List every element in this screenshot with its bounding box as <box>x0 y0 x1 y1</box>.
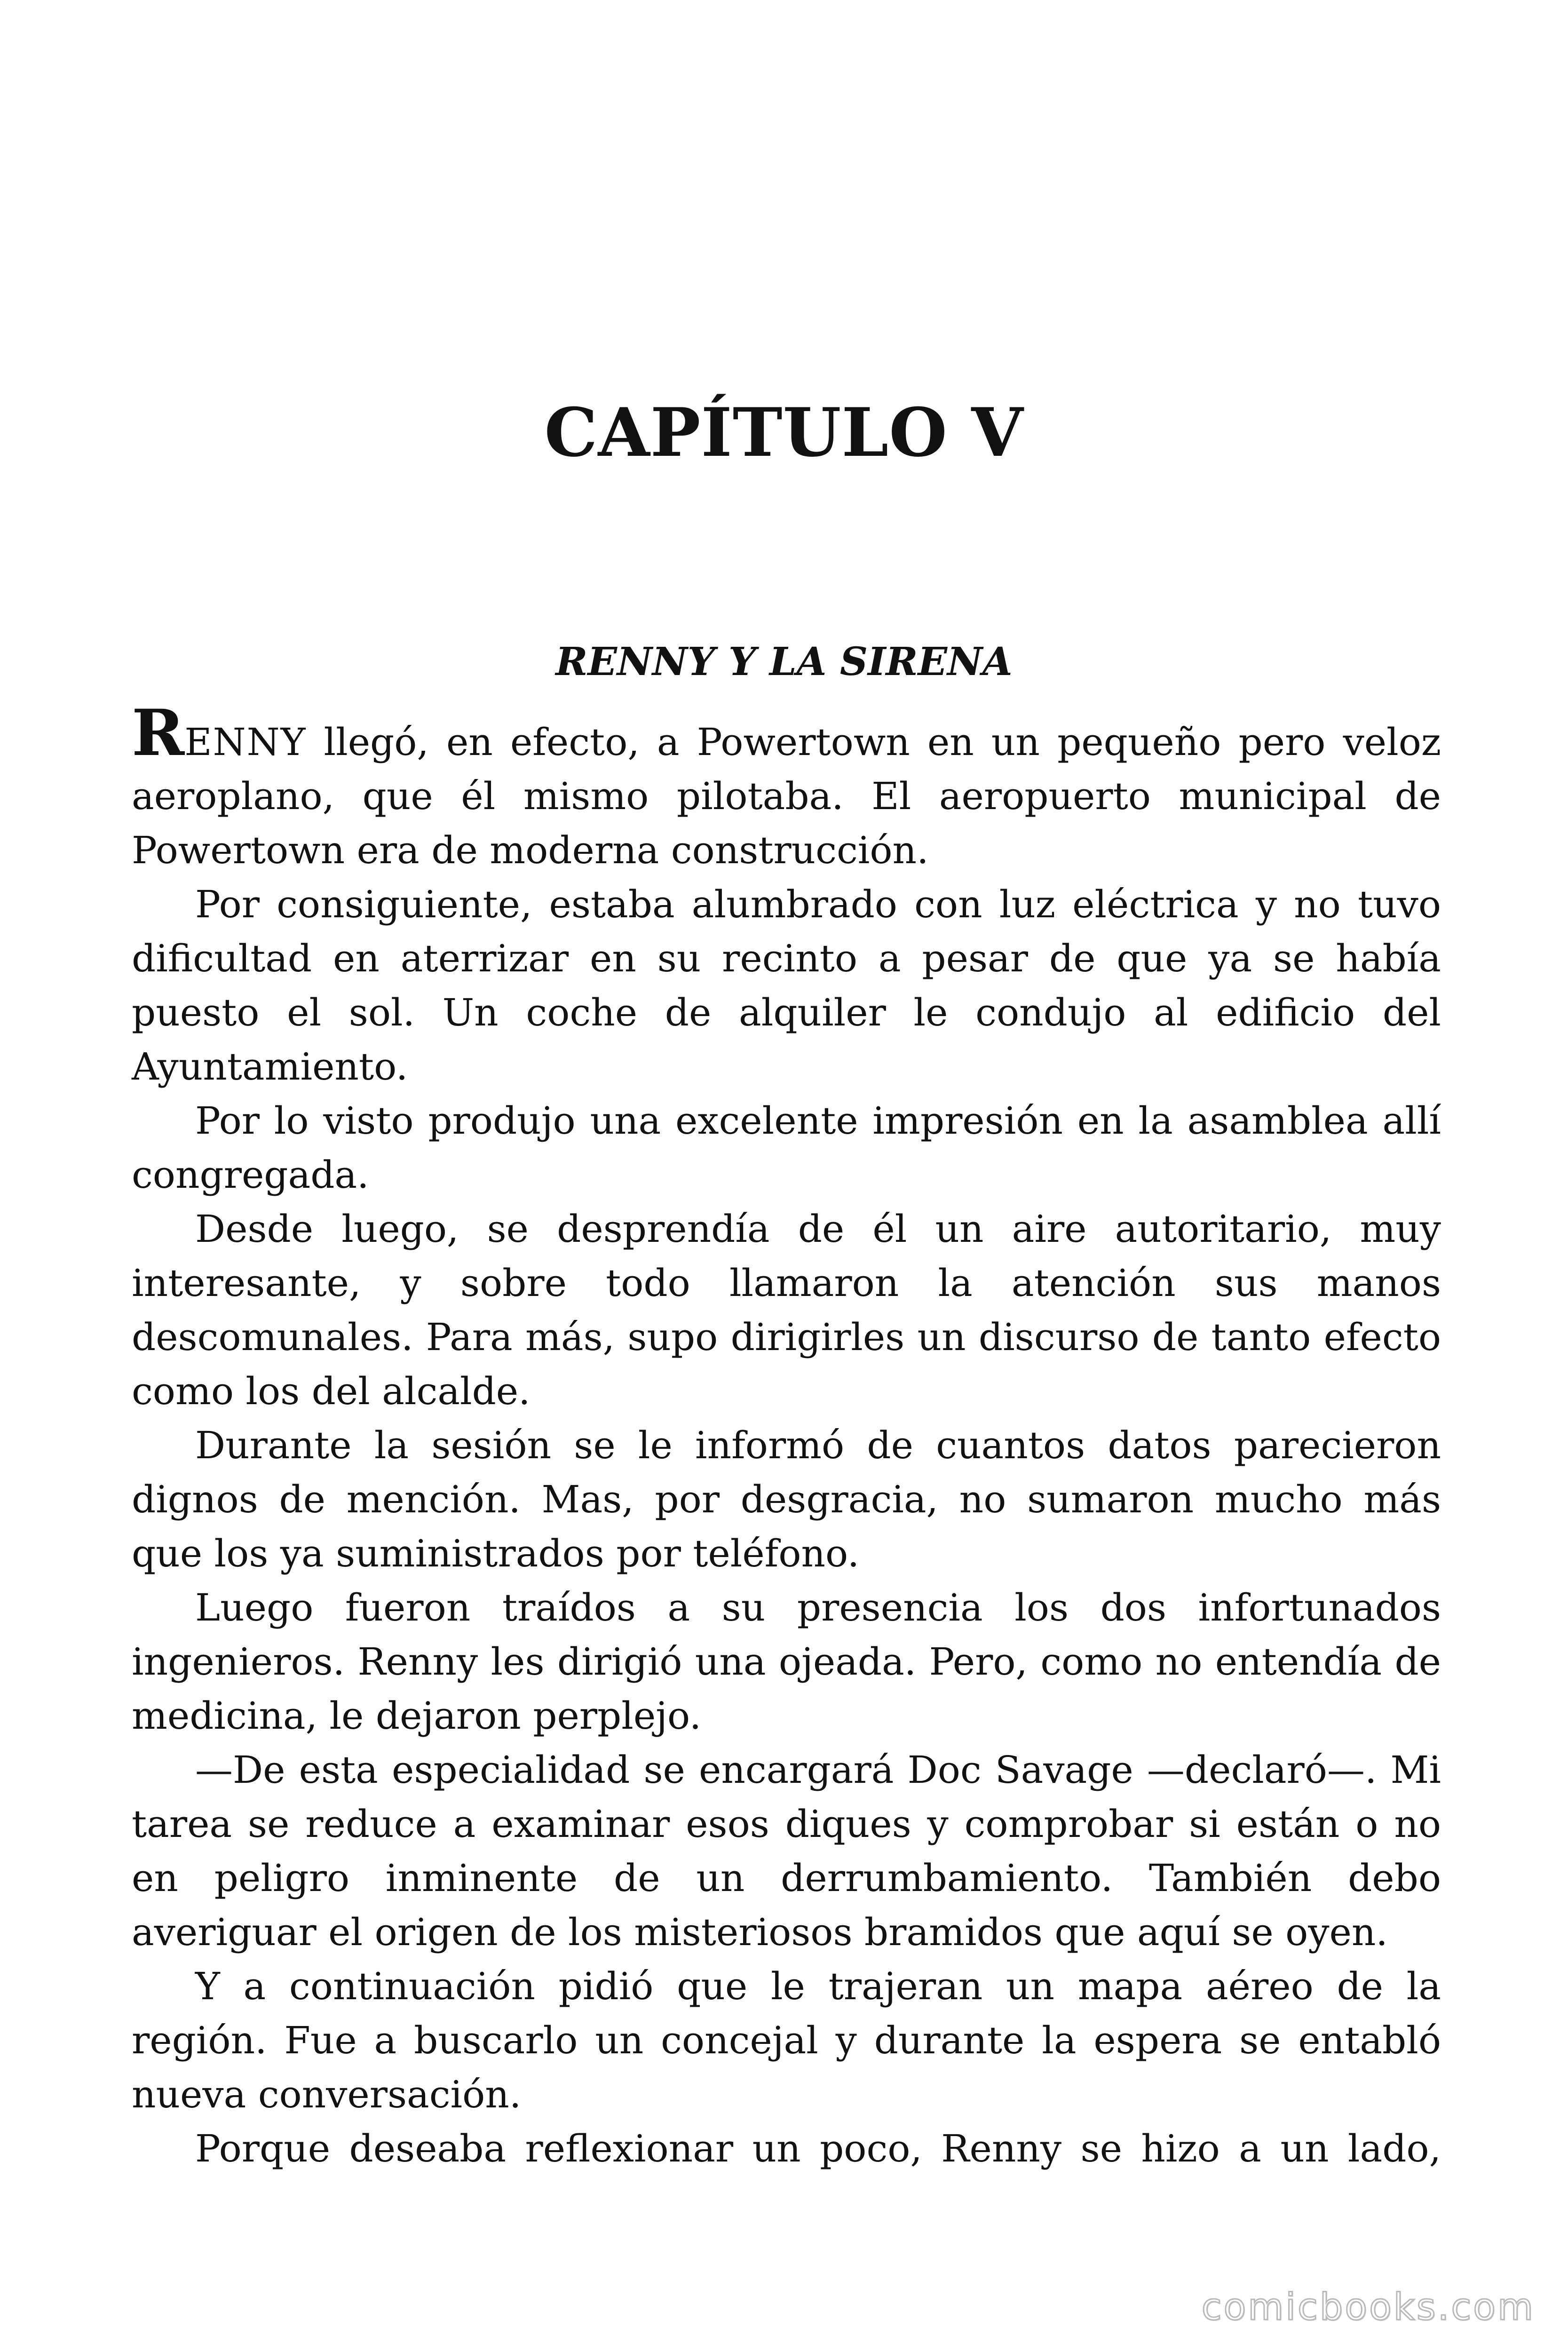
chapter-body <box>132 695 1441 2176</box>
paragraph-7: —De esta especialidad se encargará Doc Savage —declaró—. Mi tarea se reduce a examinar esos diques y comprobar si están o no en peligro inminente de un derrumbamiento. También debo averiguar el origen de los misteriosos bramidos que aquí se oyen. <box>132 1748 1441 1954</box>
paragraph-9: Porque deseaba reflexionar un poco, Renny se hizo a un lado, <box>195 2127 1441 2170</box>
paragraph-4: Desde luego, se desprendía de él un aire autoritario, muy interesante, y sobre todo llamaron la atención sus manos descomunales. Para más, supo dirigirles un discurso de tanto efecto como los del alcalde. <box>132 1207 1441 1413</box>
chapter-title: CAPÍTULO V <box>544 394 1024 472</box>
paragraph-8: Y a continuación pidió que le trajeran un mapa aéreo de la región. Fue a buscarlo un concejal y durante la espera se entabló nueva conversación. <box>132 1964 1441 2116</box>
paragraph-1 <box>132 695 1441 877</box>
paragraph-6: Luego fueron traídos a su presencia los dos infortunados ingenieros. Renny les dirigió una ojeada. Pero, como no entendía de medicina, le dejaron perplejo. <box>132 1586 1441 1738</box>
chapter-subtitle: RENNY Y LA SIRENA <box>555 639 1013 684</box>
paragraph-3: Por lo visto produjo una excelente impresión en la asamblea allí congregada. <box>132 1099 1441 1197</box>
paragraph-5: Durante la sesión se le informó de cuantos datos parecieron dignos de mención. Mas, por desgracia, no sumaron mucho más que los ya suministrados por teléfono. <box>132 1423 1441 1575</box>
drop-cap: R <box>132 695 185 770</box>
paragraph-1-text: llegó, en efecto, a Powertown en un pequeño pero veloz aeroplano, que él mismo pilotaba. El aeropuerto municipal de Powertown era de moderna construcción. <box>132 720 1441 872</box>
paragraph-2: Por consiguiente, estaba alumbrado con luz eléctrica y no tuvo dificultad en aterrizar en su recinto a pesar de que ya se había puesto el sol. Un coche de alquiler le condujo al edificio del Ayuntamiento. <box>132 882 1441 1089</box>
watermark: comicbooks.com <box>1201 2286 1535 2328</box>
small-caps-name: ENNY <box>184 720 307 764</box>
